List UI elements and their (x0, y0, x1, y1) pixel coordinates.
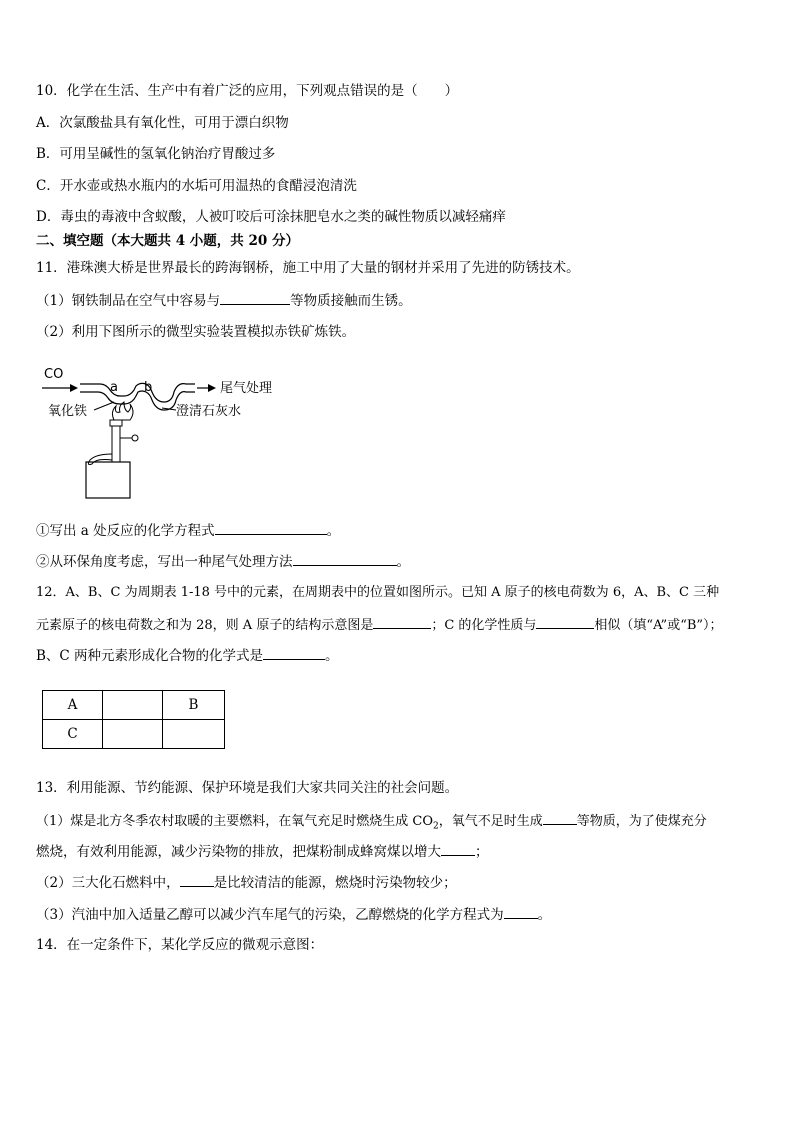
q10-option-a: A．次氯酸盐具有氧化性，可用于漂白织物 (36, 115, 289, 131)
q12-line2-c: 相似（填“A”或“B”）； (594, 618, 723, 633)
q11-part1-before: （1）钢铁制品在空气中容易与 (36, 293, 221, 309)
q10-option-b: B．可用呈碱性的氢氧化钠治疗胃酸过多 (36, 146, 276, 162)
cell-b: B (163, 691, 225, 720)
label-b: b (144, 380, 153, 395)
iron-oxide-label: 氧化铁 (48, 404, 88, 419)
cell-a: A (43, 691, 103, 720)
q12-line1: 12．A、B、C 为周期表 1-18 号中的元素，在周期表中的位置如图所示。已知 A 原子的核电荷数为 6，A、B、C 三种 (36, 585, 720, 600)
q10-stem: 10．化学在生活、生产中有着广泛的应用，下列观点错误的是（ ） (36, 83, 459, 99)
subscript: 2 (433, 821, 439, 832)
cell-empty (163, 720, 225, 749)
cell-c: C (43, 720, 103, 749)
q13-part1-d: 燃烧，有效利用能源，减少污染物的排放，把煤粉制成蜂窝煤以增大 (36, 844, 441, 860)
gas-inlet (88, 454, 112, 465)
q11-sub2-after: 。 (396, 554, 410, 570)
answer-blank[interactable] (215, 521, 327, 535)
q11-sub1-after: 。 (326, 523, 341, 539)
valve-knob (132, 435, 138, 441)
answer-blank[interactable] (373, 615, 431, 629)
tail-gas-label: 尾气处理 (220, 381, 273, 396)
q13-stem: 13．利用能源、节约能源、保护环境是我们大家共同关注的社会问题。 (36, 780, 459, 796)
answer-blank[interactable] (504, 905, 538, 919)
q13-part1-c: 等物质，为了使煤充分 (576, 814, 707, 829)
answer-blank[interactable] (536, 615, 594, 629)
q11-part1-after: 等物质接触而生锈。 (290, 293, 412, 309)
q13-part2-a: （2）三大化石燃料中， (36, 875, 180, 891)
q11-part2: （2）利用下图所示的微型实验装置模拟赤铁矿炼铁。 (36, 324, 356, 340)
q10-option-d: D．毒虫的毒液中含蚁酸，人被叮咬后可涂抹肥皂水之类的碱性物质以减轻痛痒 (36, 209, 506, 225)
q13-part1 (36, 811, 707, 836)
periodic-table-fragment (42, 690, 225, 749)
q11-part1 (36, 291, 412, 310)
q14-stem: 14．在一定条件下，某化学反应的微观示意图： (36, 937, 324, 953)
burner-base (86, 462, 130, 498)
apparatus-diagram (40, 362, 300, 502)
q12-line2 (36, 615, 723, 635)
section-title: 二、填空题（本大题共 4 小题，共 20 分） (36, 233, 299, 249)
iron-oxide-pointer (94, 402, 114, 410)
answer-blank[interactable] (263, 646, 325, 660)
burner-barrel (112, 426, 120, 462)
answer-blank[interactable] (441, 842, 475, 856)
q12-line3-b: 。 (325, 648, 339, 664)
q11-stem: 11．港珠澳大桥是世界最长的跨海钢桥，施工中用了大量的钢材并采用了先进的防锈技术。 (36, 260, 580, 276)
q13-part1-e: ； (475, 844, 489, 860)
table-row (43, 691, 225, 720)
q11-sub1-before: ①写出 a 处反应的化学方程式 (36, 523, 215, 539)
q11-sub2 (36, 552, 410, 571)
cell-empty (103, 691, 163, 720)
q12-line2-b: ；C 的化学性质与 (431, 618, 537, 633)
table-row (43, 720, 225, 749)
q13-part1-a: （1）煤是北方冬季农村取暖的主要燃料，在氧气充足时燃烧生成 CO (36, 814, 434, 829)
q13-part3-a: （3）汽油中加入适量乙醇可以减少汽车尾气的污染，乙醇燃烧的化学方程式为 (36, 907, 504, 923)
co-arrow-head (70, 384, 78, 392)
q13-part2-b: 是比较清洁的能源，燃烧时污染物较少； (213, 875, 457, 891)
q13-part3 (36, 905, 551, 924)
q13-part2 (36, 873, 457, 892)
answer-blank[interactable] (220, 291, 290, 305)
q12-line3-a: B、C 两种元素形成化合物的化学式是 (36, 648, 264, 664)
q11-sub2-before: ②从环保角度考虑，写出一种尾气处理方法 (36, 554, 293, 570)
burner-cap (110, 420, 122, 426)
q13-part1-b: ，氧气不足时生成 (438, 814, 543, 829)
limewater-label: 澄清石灰水 (176, 404, 242, 419)
answer-blank[interactable] (543, 811, 577, 825)
cell-empty (103, 720, 163, 749)
q12-line2-a: 元素原子的核电荷数之和为 28，则 A 原子的结构示意图是 (36, 618, 374, 633)
q13-part1-cont (36, 842, 489, 861)
q12-line3 (36, 646, 339, 665)
co-label: CO (44, 367, 64, 382)
q11-sub1 (36, 521, 340, 540)
answer-blank[interactable] (180, 873, 214, 887)
q13-part3-b: 。 (537, 907, 552, 923)
outlet-arrow-head (208, 384, 216, 392)
label-a: a (110, 380, 118, 395)
flame-icon (112, 402, 133, 420)
q10-option-c: C．开水壶或热水瓶内的水垢可用温热的食醋浸泡清洗 (36, 178, 357, 194)
answer-blank[interactable] (293, 552, 397, 566)
